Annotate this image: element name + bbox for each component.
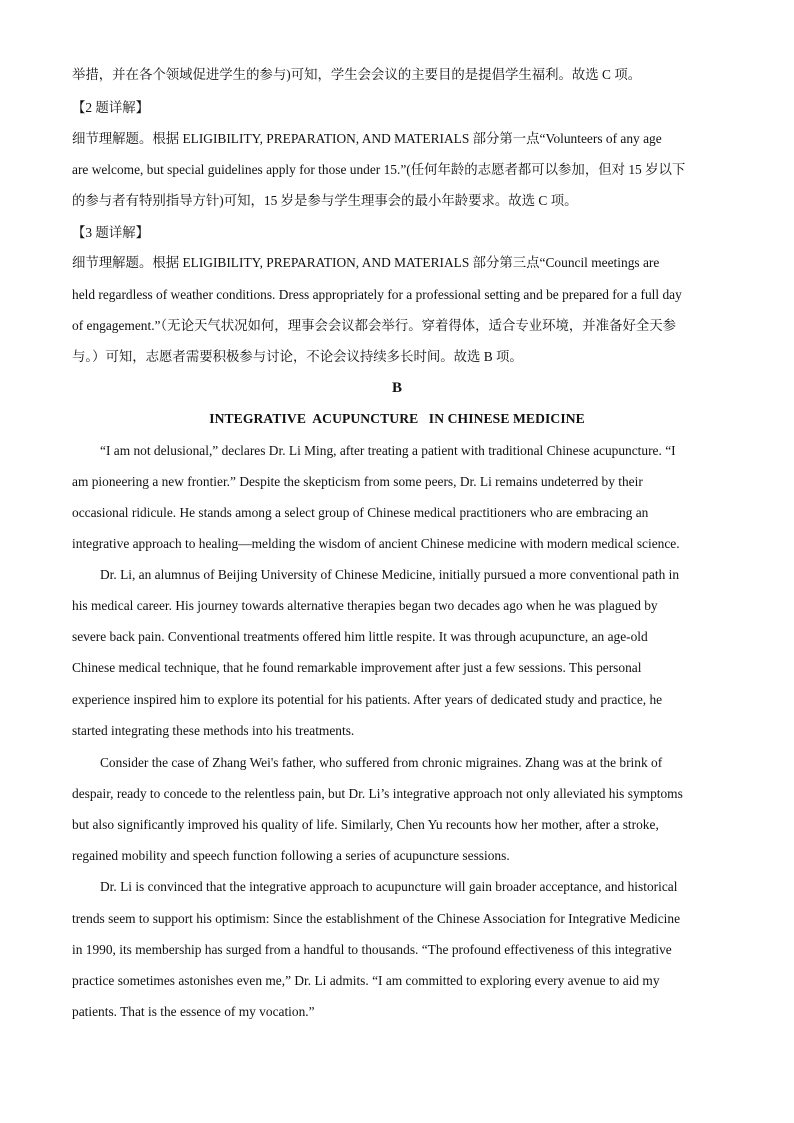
passage-line: but also significantly improved his quality of life. Similarly, Chen Yu recounts how her mother, after a stroke, xyxy=(72,817,659,832)
explanation-line: 的参与者有特别指导方针)可知，15 岁是参与学生理事会的最小年龄要求。故选 C 项。 xyxy=(72,193,578,208)
passage-line: experience inspired him to explore its potential for his patients. After years of dedicated study and practice, he xyxy=(72,692,663,707)
explanation-line: 细节理解题。根据 ELIGIBILITY, PREPARATION, AND MATERIALS 部分第一点“Volunteers of any age xyxy=(72,131,662,146)
passage-line: Dr. Li is convinced that the integrative approach to acupuncture will gain broader acceptance, and historical xyxy=(100,879,678,894)
passage-line: regained mobility and speech function following a series of acupuncture sessions. xyxy=(72,848,510,863)
passage-line: integrative approach to healing—melding the wisdom of ancient Chinese medicine with modern medical science. xyxy=(72,536,680,551)
passage-line: his medical career. His journey towards alternative therapies began two decades ago when he was plagued by xyxy=(72,598,658,613)
passage-title: INTEGRATIVE ACUPUNCTURE IN CHINESE MEDICINE xyxy=(209,411,585,426)
passage-line: started integrating these methods into his treatments. xyxy=(72,723,355,738)
question-3-heading: 【3 题详解】 xyxy=(72,225,149,240)
passage-line: Consider the case of Zhang Wei's father, who suffered from chronic migraines. Zhang was at the brink of xyxy=(100,755,663,770)
passage-line: in 1990, its membership has surged from a handful to thousands. “The profound effectiveness of this integrative xyxy=(72,942,672,957)
explanation-line: are welcome, but special guidelines apply for those under 15.”(任何年龄的志愿者都可以参加，但对 15 岁以下 xyxy=(72,162,686,177)
section-label: B xyxy=(391,380,402,396)
passage-line: severe back pain. Conventional treatments offered him little respite. It was through acupuncture, an age-old xyxy=(72,629,648,644)
explanation-line: 与。）可知，志愿者需要积极参与讨论，不论会议持续多长时间。故选 B 项。 xyxy=(72,349,523,364)
passage-line: Chinese medical technique, that he found remarkable improvement after just a few sessions. This personal xyxy=(72,660,642,675)
passage-line: am pioneering a new frontier.” Despite the skepticism from some peers, Dr. Li remains undeterred by their xyxy=(72,474,643,489)
question-2-heading: 【2 题详解】 xyxy=(72,100,149,115)
explanation-line: held regardless of weather conditions. Dress appropriately for a professional setting and be prepared for a full day xyxy=(72,287,682,302)
passage-line: trends seem to support his optimism: Since the establishment of the Chinese Association for Integrative Medicine xyxy=(72,911,681,926)
passage-line: practice sometimes astonishes even me,” Dr. Li admits. “I am committed to exploring every avenue to aid my xyxy=(72,973,660,988)
passage-line: Dr. Li, an alumnus of Beijing University of Chinese Medicine, initially pursued a more conventional path in xyxy=(100,567,680,582)
passage-line: “I am not delusional,” declares Dr. Li Ming, after treating a patient with traditional Chinese acupuncture. “I xyxy=(100,443,676,458)
explanation-line: 举措，并在各个领域促进学生的参与)可知，学生会会议的主要目的是提倡学生福利。故选 C 项。 xyxy=(72,67,642,82)
explanation-line: 细节理解题。根据 ELIGIBILITY, PREPARATION, AND MATERIALS 部分第三点“Council meetings are xyxy=(72,255,660,270)
passage-line: despair, ready to concede to the relentless pain, but Dr. Li’s integrative approach not only alleviated his symptoms xyxy=(72,786,683,801)
explanation-line: of engagement.”（无论天气状况如何，理事会会议都会举行。穿着得体，适合专业环境，并准备好全天参 xyxy=(72,318,677,333)
passage-line: occasional ridicule. He stands among a select group of Chinese medical practitioners who are embracing an xyxy=(72,505,649,520)
passage-line: patients. That is the essence of my vocation.” xyxy=(72,1004,315,1019)
